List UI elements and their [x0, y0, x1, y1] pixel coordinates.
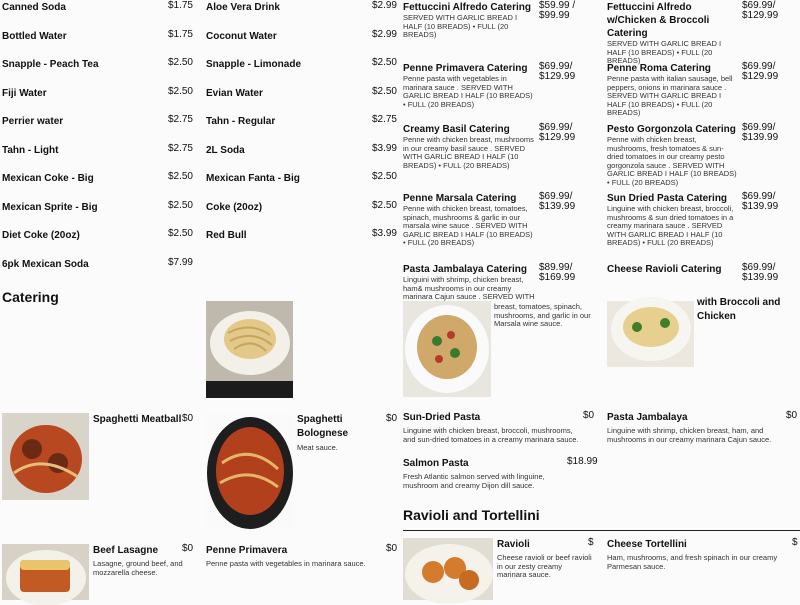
- spaghetti-bolognese-photo[interactable]: [206, 413, 293, 530]
- catering-item[interactable]: [607, 123, 739, 188]
- drink-item-name[interactable]: Mexican Fanta - Big: [206, 173, 300, 184]
- drink-item-name[interactable]: Tahn - Light: [2, 144, 59, 156]
- catering-item-desc: Linguini with shrimp, chicken breast, ham& mushrooms in our creamy marinara Cajun sauce . SERVED WITH: [403, 275, 535, 302]
- catering-item[interactable]: [403, 123, 535, 170]
- catering-heading: Catering: [2, 289, 59, 305]
- drink-item-price: $1.75: [167, 28, 193, 40]
- drink-item-price: $2.99: [371, 28, 397, 40]
- catering-item-title[interactable]: Penne Primavera Catering: [403, 63, 528, 74]
- drink-item-name[interactable]: Fiji Water: [2, 87, 47, 99]
- drink-item-price: $2.50: [167, 85, 193, 97]
- drink-item-name[interactable]: Snapple - Peach Tea: [2, 59, 99, 70]
- catering-item-price: $69.99/ $139.99: [742, 122, 779, 143]
- marsala-partial-desc: breast, tomatoes, spinach, mushrooms, and garlic in our Marsala wine sauce.: [494, 302, 591, 329]
- cheese-tortellini-title[interactable]: Cheese Tortellini: [607, 539, 687, 550]
- sun-dried-pasta-title[interactable]: Sun-Dried Pasta: [403, 412, 481, 423]
- catering-item-title[interactable]: Fettuccini Alfredo w/Chicken & Broccoli Catering: [607, 2, 710, 39]
- drink-item-name[interactable]: Tahn - Regular: [206, 116, 276, 127]
- catering-item-desc: Linguine with chicken breast, broccoli, mushrooms & sun dried tomatoes in a creamy marinara sauce . SERVED WITH GARLIC BREAD I HALF (10 BREADS) • FULL (20 BREADS): [607, 204, 734, 248]
- catering-item[interactable]: [607, 1, 739, 66]
- catering-item[interactable]: [403, 192, 535, 248]
- drink-item-price: $3.99: [371, 142, 397, 154]
- drink-item-name[interactable]: Coke (20oz): [206, 201, 263, 213]
- cheese-tortellini-price: $: [792, 537, 798, 548]
- spaghetti-bolognese-price: $0: [386, 413, 398, 424]
- linguine-photo[interactable]: [206, 301, 293, 398]
- catering-item-title[interactable]: Penne Roma Catering: [607, 63, 711, 74]
- drink-item-name[interactable]: Bottled Water: [2, 30, 67, 42]
- catering-item-price: $69.99/ $139.99: [742, 262, 779, 283]
- catering-item-price: $69.99/ $129.99: [539, 61, 576, 82]
- ravioli-price: $: [588, 537, 594, 548]
- drink-item-price: $1.75: [167, 0, 193, 11]
- drink-item-name[interactable]: Evian Water: [206, 87, 263, 99]
- catering-item-title[interactable]: Creamy Basil Catering: [403, 124, 510, 135]
- penne-primavera-title[interactable]: Penne Primavera: [206, 545, 288, 556]
- spaghetti-meatball-price: $0: [182, 413, 194, 424]
- beef-lasagne-title[interactable]: Beef Lasagne: [93, 545, 159, 556]
- drink-item-name[interactable]: Mexican Coke - Big: [2, 173, 94, 184]
- drink-item-price: $2.50: [167, 228, 193, 239]
- catering-item-desc: SERVED WITH GARLIC BREAD I HALF (10 BREADS) • FULL (20 BREADS): [607, 39, 722, 66]
- catering-item-price: $59.99 / $99.99: [539, 0, 576, 21]
- penne-primavera-price: $0: [386, 543, 398, 554]
- pasta-jambalaya-desc: Linguine with shrimp, chicken breast, ham, and mushrooms in our creamy marinara Cajun sauce.: [607, 426, 772, 444]
- beef-lasagne-price: $0: [182, 543, 194, 554]
- catering-item-title[interactable]: Sun Dried Pasta Catering: [607, 193, 728, 204]
- catering-item-price: $69.99/ $129.99: [742, 61, 779, 82]
- catering-item-price: $69.99/ $129.99: [742, 0, 779, 21]
- sun-dried-pasta-price: $0: [583, 410, 595, 421]
- spaghetti-meatball-title[interactable]: Spaghetti Meatball: [93, 414, 182, 425]
- drink-item-price: $2.50: [371, 171, 397, 182]
- drink-item-name[interactable]: Perrier water: [2, 116, 64, 127]
- salmon-pasta-title[interactable]: Salmon Pasta: [403, 458, 469, 469]
- catering-item-desc: Penne with chicken breast, mushrooms, fresh tomatoes & sun-dried tomatoes in our creamy pesto gorgonzola sauce . SERVED WITH GARLIC BREAD I HALF (10 BREADS) • FULL (20 BREADS): [607, 135, 737, 187]
- drink-item-price: $2.50: [167, 171, 193, 182]
- drink-item-price: $2.50: [167, 57, 193, 68]
- drink-item-price: $2.50: [371, 199, 397, 211]
- catering-item[interactable]: [607, 263, 739, 276]
- spaghetti-bolognese-desc: Meat sauce.: [297, 443, 338, 452]
- drink-item-price: $2.75: [167, 142, 193, 154]
- alfredo-broccoli-photo[interactable]: [607, 301, 694, 367]
- ravioli-tortellini-heading: Ravioli and Tortellini: [403, 507, 540, 523]
- drink-item-price: $2.50: [167, 199, 193, 211]
- catering-item-price: $89.99/ $169.99: [539, 262, 576, 283]
- catering-item-desc: Penne pasta with vegetables in marinara sauce . SERVED WITH GARLIC BREAD I HALF (10 BREADS) • FULL (20 BREADS): [403, 74, 533, 109]
- salmon-pasta-desc: Fresh Atlantic salmon served with linguine, mushroom and creamy Dijon dill sauce.: [403, 472, 545, 490]
- drink-item-name[interactable]: Aloe Vera Drink: [206, 2, 280, 13]
- section-divider: [403, 530, 800, 531]
- ravioli-photo[interactable]: [403, 538, 493, 600]
- drink-item-name[interactable]: Mexican Sprite - Big: [2, 201, 98, 213]
- spaghetti-bolognese-title[interactable]: Spaghetti Bolognese: [297, 414, 349, 439]
- sun-dried-pasta-desc: Linguine with chicken breast, broccoli, mushrooms, and sun-dried tomatoes in a creamy marinara sauce.: [403, 426, 579, 444]
- ravioli-desc: Cheese ravioli or beef ravioli in our zesty creamy marinara sauce.: [497, 553, 592, 580]
- catering-item-desc: Penne pasta with italian sausage, bell peppers, onions in marinara sauce . SERVED WITH GARLIC BREAD I HALF (10 BREADS) • FULL (20 BREADS): [607, 74, 733, 118]
- penne-primavera-desc: Penne pasta with vegetables in marinara sauce.: [206, 559, 366, 568]
- pasta-jambalaya-title[interactable]: Pasta Jambalaya: [607, 412, 688, 423]
- drink-item-price: $7.99: [167, 256, 193, 268]
- salmon-pasta-price: $18.99: [567, 456, 598, 467]
- catering-item-desc: Penne with chicken breast, mushrooms in our creamy basil sauce . SERVED WITH GARLIC BREAD I HALF (10 BREADS) • FULL (20 BREADS): [403, 135, 534, 170]
- catering-item[interactable]: [403, 1, 535, 40]
- spaghetti-meatball-photo[interactable]: [2, 413, 89, 500]
- cheese-tortellini-desc: Ham, mushrooms, and fresh spinach in our creamy Parmesan sauce.: [607, 553, 778, 571]
- beef-lasagne-desc: Lasagne, ground beef, and mozzarella cheese.: [93, 559, 183, 577]
- ravioli-title[interactable]: Ravioli: [497, 539, 530, 550]
- drink-item-price: $2.50: [371, 85, 397, 97]
- catering-item-title[interactable]: Pasta Jambalaya Catering: [403, 264, 527, 275]
- catering-item[interactable]: [607, 192, 739, 248]
- catering-item[interactable]: [607, 62, 739, 118]
- drink-item-price: $2.50: [371, 57, 397, 68]
- catering-item-title[interactable]: Penne Marsala Catering: [403, 193, 517, 204]
- catering-item-desc: Penne with chicken breast, tomatoes, spinach, mushrooms & garlic in our marsala wine sauce . SERVED WITH GARLIC BREAD I HALF (10 BREADS) • FULL (20 BREADS): [403, 204, 533, 248]
- drink-item-name[interactable]: 6pk Mexican Soda: [2, 258, 89, 270]
- beef-lasagne-photo[interactable]: [2, 544, 89, 600]
- drink-item-name[interactable]: Snapple - Limonade: [206, 59, 302, 70]
- pasta-jambalaya-price: $0: [786, 410, 798, 421]
- drink-item-price: $2.75: [167, 114, 193, 125]
- drink-item-price: $2.99: [371, 0, 397, 11]
- catering-item-title[interactable]: Cheese Ravioli Catering: [607, 264, 722, 275]
- catering-item[interactable]: [403, 62, 535, 109]
- catering-item-title[interactable]: Pesto Gorgonzola Catering: [607, 124, 736, 135]
- catering-item[interactable]: [403, 263, 535, 302]
- drink-item-name[interactable]: 2L Soda: [206, 144, 245, 156]
- drink-item-name[interactable]: Coconut Water: [206, 30, 277, 42]
- drink-item-price: $3.99: [371, 228, 397, 239]
- drink-item-name[interactable]: Diet Coke (20oz): [2, 230, 80, 241]
- catering-item-price: $69.99/ $139.99: [539, 191, 576, 212]
- broccoli-partial-title: with Broccoli and Chicken: [697, 297, 781, 322]
- catering-item-price: $69.99/ $139.99: [742, 191, 779, 212]
- catering-item-title[interactable]: Fettuccini Alfredo Catering: [403, 2, 531, 13]
- drink-item-name[interactable]: Canned Soda: [2, 2, 66, 13]
- catering-item-price: $69.99/ $129.99: [539, 122, 576, 143]
- penne-marsala-photo[interactable]: [403, 301, 491, 397]
- catering-item-desc: SERVED WITH GARLIC BREAD I HALF (10 BREADS) • FULL (20 BREADS): [403, 13, 518, 40]
- drink-item-name[interactable]: Red Bull: [206, 230, 247, 241]
- drink-item-price: $2.75: [371, 114, 397, 125]
